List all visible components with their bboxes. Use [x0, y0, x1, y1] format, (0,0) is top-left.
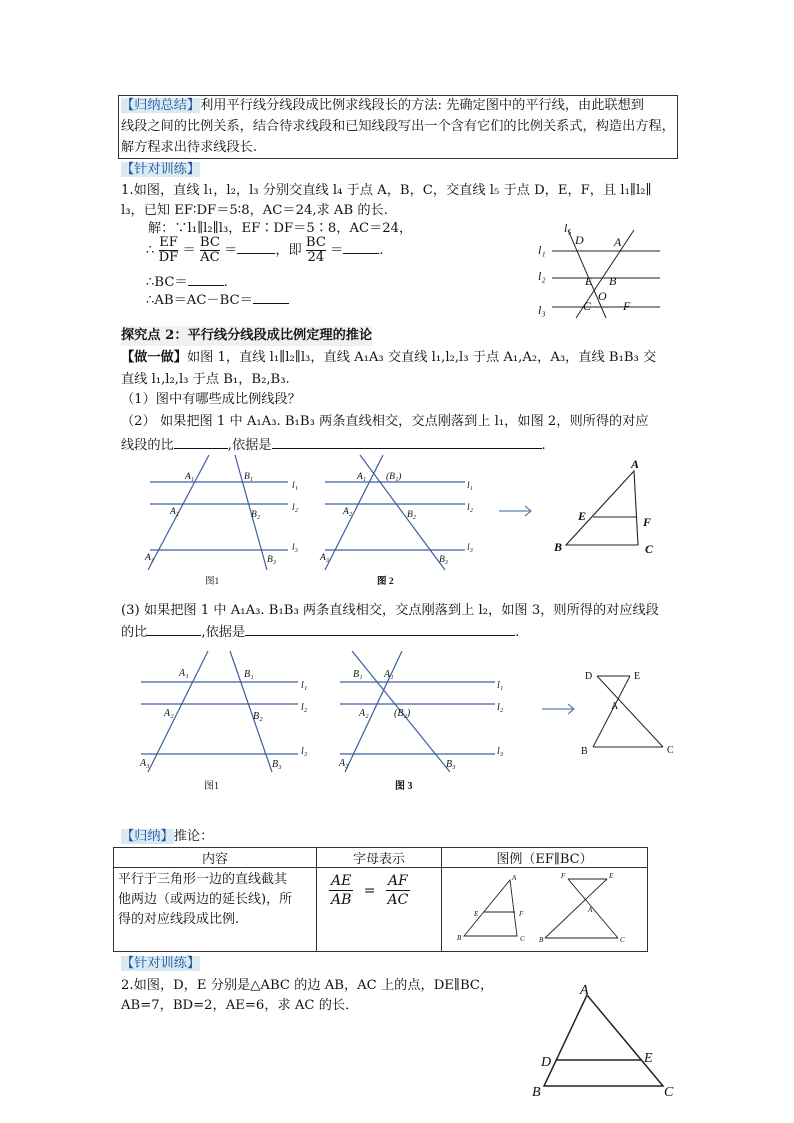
triangle-abc — [530, 980, 680, 1100]
q3-text-a: 的比 — [121, 625, 148, 640]
frac-num: AE — [331, 873, 352, 889]
frac-num: BC — [305, 235, 326, 250]
label-l5: l₅ — [564, 222, 572, 235]
frac-den: 24 — [307, 250, 325, 265]
label-A3: A₃ — [140, 758, 150, 769]
table-header-content: 内容 — [114, 848, 317, 868]
answer-blank[interactable] — [188, 271, 224, 286]
table-header-example: 图例（EF∥BC） — [442, 848, 648, 868]
label-B: B — [554, 540, 563, 554]
period: . — [379, 243, 384, 258]
figure-1-top — [140, 452, 300, 587]
label-l2: l₂ — [467, 503, 473, 513]
training1-solution-4 — [146, 289, 289, 311]
ji-text: ，即 — [275, 243, 302, 258]
label-l2: l₂ — [301, 702, 308, 713]
label-D: D — [585, 671, 593, 682]
label-l1: l₁ — [538, 243, 546, 257]
label-A3: A₃ — [320, 553, 330, 563]
explore2-line-1 — [121, 348, 656, 368]
label-l1: l₁ — [497, 680, 504, 691]
label-E: E — [609, 872, 614, 880]
frac-num: BC — [199, 235, 220, 250]
equals: ＝ — [224, 243, 238, 258]
arrow-right-icon — [497, 500, 537, 520]
label-A: A — [512, 874, 517, 882]
label-F: F — [561, 872, 566, 880]
label-l3: l₃ — [467, 543, 473, 553]
label-l3: l₃ — [538, 303, 546, 317]
training2-line-1: 2.如图，D，E 分别是△ABC 的边 AB，AC 上的点，DE∥BC， — [121, 978, 494, 993]
summary-line-3: 解方程求出待求线段长. — [121, 140, 258, 155]
label-E: E — [578, 509, 587, 523]
training1-proportion — [146, 236, 384, 265]
summary-line-2: 线段之间的比例关系，结合待求线段和已知线段写出一个含有它们的比例关系式，构造出方程， — [121, 119, 675, 134]
equals: ＝ — [182, 243, 196, 258]
explore2-text-1: 如图 1，直线 l₁∥l₂∥l₃，直线 A₁A₃ 交直线 l₁,l₂,l₃ 于点 A₁,A₂，A₃，直线 B₁B₃ 交 — [186, 350, 657, 365]
hourglass-figure — [575, 665, 685, 765]
summary-text-1: 利用平行线分线段成比例求线段长的方法: 先确定图中的平行线，由此联想到 — [200, 98, 644, 113]
label-B: B — [609, 274, 617, 288]
q3-text-b: ,依据是 — [201, 625, 246, 640]
label-O: O — [598, 289, 607, 303]
label-l1: l₁ — [467, 481, 473, 491]
label-A1: A₁ — [179, 668, 189, 679]
period: . — [223, 275, 228, 290]
answer-blank[interactable] — [147, 621, 201, 636]
label-F: F — [623, 299, 631, 313]
period: . — [515, 625, 520, 640]
conclusion-table — [113, 847, 648, 952]
label-B2: B₂ — [407, 510, 417, 520]
content-line-1: 平行于三角形一边的直线截其 — [118, 872, 288, 887]
label-D: D — [575, 233, 584, 247]
answer-blank[interactable] — [253, 289, 289, 304]
label-B: B — [532, 1085, 541, 1100]
answer-blank[interactable] — [343, 239, 379, 254]
triangle-aef — [548, 455, 658, 560]
fig1-caption: 图1 — [205, 577, 220, 587]
fraction-af-ac — [386, 872, 410, 909]
explore2-line-2: 直线 l₁,l₂,l₃ 于点 B₁，B₂,B₃. — [121, 372, 290, 387]
label-B: B — [457, 934, 462, 942]
training1-solution-1: 解：∵l₁∥l₂∥l₃，EF∶DF＝5∶8，AC＝24， — [148, 221, 413, 236]
label-B1: B₁ — [353, 669, 363, 680]
label-B3: B₃ — [267, 555, 277, 565]
label-l3: l₃ — [497, 746, 504, 757]
label-A: A — [588, 906, 593, 914]
label-l1: l₁ — [292, 481, 298, 491]
training2-line-2: AB=7，BD=2，AE=6，求 AC 的长． — [121, 998, 359, 1013]
table-content-cell — [114, 868, 317, 952]
table-header-letters: 字母表示 — [317, 848, 442, 868]
label-A: A — [614, 235, 622, 249]
label-C: C — [645, 542, 654, 556]
label-A1: A₁ — [357, 472, 367, 482]
figure-3 — [335, 648, 515, 793]
content-line-3: 得的对应线段成比例. — [118, 912, 240, 927]
equals: ＝ — [330, 243, 344, 258]
sol3-text: ∴BC＝ — [146, 275, 188, 290]
label-E: E — [474, 910, 479, 918]
equals: = — [363, 882, 376, 899]
training1-question-1: 1.如图，直线 l₁，l₂，l₃ 分别交直线 l₄ 于点 A，B，C，交直线 l₅ 于点 D，E，F，且 l₁∥l₂∥ — [121, 183, 652, 198]
summary-line-1 — [121, 96, 644, 116]
label-B2: B₂ — [251, 510, 261, 520]
label-B3: B₃ — [446, 759, 456, 770]
frac-num: EF — [159, 235, 178, 250]
frac-den: DF — [158, 250, 179, 265]
answer-blank[interactable] — [245, 621, 515, 636]
label-B2-paren: (B₂) — [394, 708, 411, 719]
label-E: E — [634, 671, 641, 682]
label-C: C — [620, 936, 625, 944]
fraction-ef-df — [159, 236, 179, 265]
q2-text-b: ,依据是 — [227, 438, 272, 453]
label-D: D — [541, 1055, 552, 1070]
conclusion-text: 推论： — [173, 829, 214, 844]
therefore-symbol: ∴ — [146, 243, 155, 258]
question-1: （1）图中有哪些成比例线段？ — [121, 392, 301, 407]
fig2-caption: 图 2 — [377, 577, 394, 587]
label-C: C — [583, 299, 592, 313]
label-A: A — [631, 457, 640, 471]
fraction-bc-24 — [306, 236, 326, 265]
formula — [329, 872, 441, 909]
label-B: B — [581, 746, 588, 757]
label-A1: A₁ — [185, 472, 195, 482]
training1-tag-text: 【针对训练】 — [121, 162, 201, 177]
label-A3: A₃ — [145, 553, 155, 563]
label-l1: l₁ — [301, 680, 308, 691]
answer-blank[interactable] — [237, 239, 275, 254]
table-formula-cell — [317, 868, 442, 952]
figure-1-bottom — [136, 648, 321, 793]
q2-text-a: 线段的比 — [121, 438, 174, 453]
label-A1: A₁ — [384, 669, 394, 680]
label-l2: l₂ — [497, 702, 504, 713]
fig1-caption: 图1 — [204, 781, 219, 792]
summary-tag: 【归纳总结】 — [121, 98, 201, 113]
training1-question-2: l₃，已知 EF∶DF＝5∶8，AC＝24,求 AB 的长. — [121, 203, 388, 218]
explore2-heading: 探究点 2：平行线分线段成比例定理的推论 — [121, 326, 372, 346]
frac-den: AB — [330, 892, 352, 908]
label-A2: A₂ — [164, 708, 174, 719]
training1-tag — [121, 160, 200, 180]
label-E: E — [644, 1051, 653, 1066]
label-A2: A₂ — [343, 507, 353, 517]
label-l2: l₂ — [292, 503, 298, 513]
arrow-right-icon — [540, 698, 580, 718]
figure-2 — [315, 452, 480, 587]
period: . — [541, 438, 546, 453]
frac-num: AF — [387, 873, 408, 889]
question-2-line-1: （2） 如果把图 1 中 A₁A₃. B₁B₃ 两条直线相交，交点刚落到上 l₁，如图 2，则所得的对应 — [121, 414, 649, 429]
label-B2: B₂ — [253, 711, 263, 722]
label-B3: B₃ — [439, 555, 449, 565]
label-E: E — [585, 274, 593, 288]
fig3-caption: 图 3 — [395, 781, 413, 792]
label-l2: l₂ — [538, 269, 546, 283]
training2-tag — [121, 954, 200, 974]
label-C: C — [667, 745, 674, 756]
label-B1: B₁ — [244, 669, 254, 680]
label-B: B — [539, 936, 544, 944]
label-B3: B₃ — [272, 759, 282, 770]
content-line-2: 他两边（或两边的延长线)，所 — [118, 892, 293, 907]
question-3-line-1: (3) 如果把图 1 中 A₁A₃. B₁B₃ 两条直线相交，交点刚落到上 l₂，如图 3，则所得的对应线段 — [121, 603, 659, 618]
fraction-bc-ac — [200, 236, 220, 265]
frac-den: AC — [387, 892, 409, 908]
table-example-cell — [442, 868, 648, 952]
label-A: A — [611, 701, 619, 712]
label-B1-paren: (B₁) — [386, 472, 402, 482]
label-A2: A₂ — [170, 507, 180, 517]
conclusion-tag: 【归纳】 — [121, 829, 174, 844]
label-A: A — [580, 983, 589, 998]
label-l3: l₃ — [292, 543, 298, 553]
training1-figure — [530, 222, 670, 320]
answer-blank[interactable] — [272, 434, 542, 449]
label-C: C — [520, 935, 525, 943]
fraction-ae-ab — [329, 872, 353, 909]
frac-den: AC — [200, 250, 220, 265]
label-F: F — [519, 910, 524, 918]
label-F: F — [643, 515, 652, 529]
answer-blank[interactable] — [174, 434, 228, 449]
label-l3: l₃ — [301, 746, 308, 757]
sol4-text: ∴AB＝AC－BC＝ — [146, 293, 253, 308]
label-C: C — [664, 1085, 674, 1100]
label-B1: B₁ — [244, 472, 254, 482]
label-A3: A₃ — [339, 758, 349, 769]
question-3-line-2 — [121, 621, 519, 643]
example-figures — [442, 868, 647, 946]
label-A2: A₂ — [359, 708, 369, 719]
training2-tag-text: 【针对训练】 — [121, 956, 201, 971]
conclusion-line — [121, 827, 213, 847]
do-tag: 【做一做】 — [121, 350, 187, 365]
